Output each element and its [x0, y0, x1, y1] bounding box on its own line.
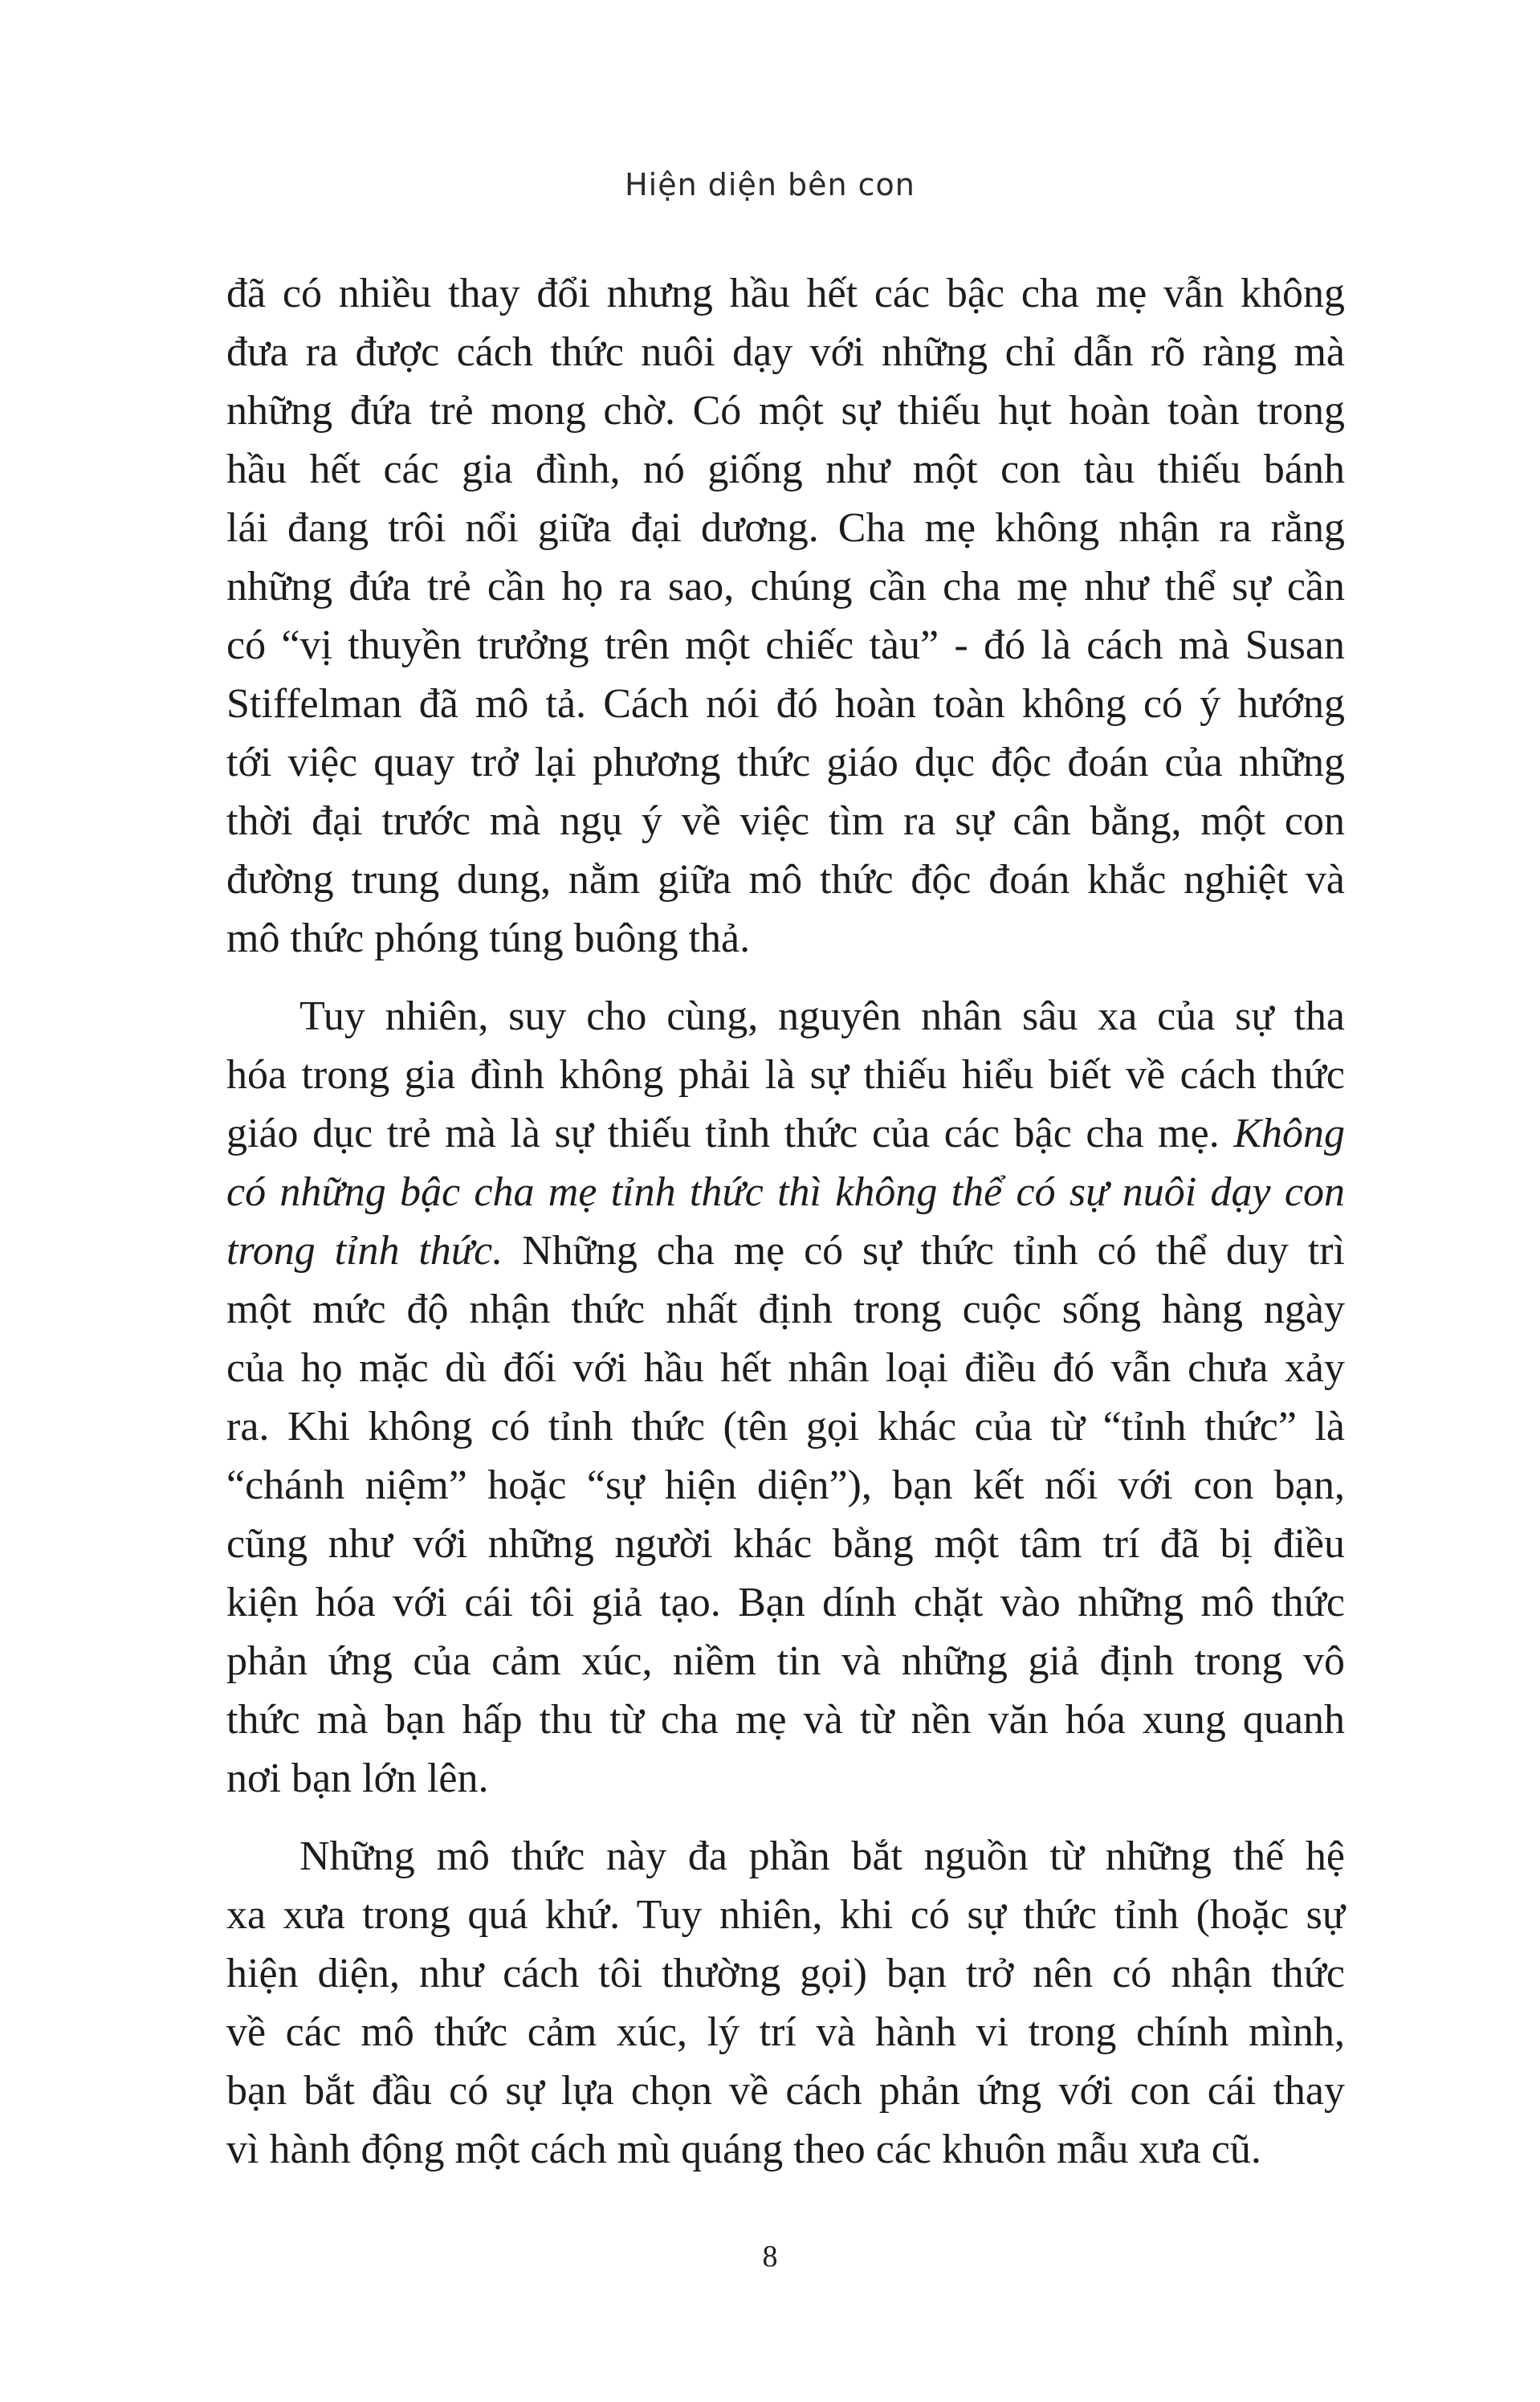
text-line: [226, 1886, 1345, 1944]
text-run: kiện hóa với cái tôi giả tạo. Bạn dính chặt vào những mô thức: [226, 1580, 1345, 1625]
text-line: [226, 1163, 1345, 1221]
line-content: [226, 2068, 1345, 2114]
text-line: [226, 2120, 1345, 2179]
text-run: hóa trong gia đình không phải là sự thiếu hiểu biết về cách thức: [226, 1052, 1345, 1098]
line-content: [226, 798, 1345, 844]
text-run: hầu hết các gia đình, nó giống như một con tàu thiếu bánh: [226, 447, 1345, 492]
text-line: [226, 733, 1345, 792]
line-content: [226, 1638, 1345, 1684]
line-content: [226, 388, 1345, 434]
text-run: thức mà bạn hấp thu từ cha mẹ và từ nền văn hóa xung quanh: [226, 1697, 1345, 1743]
text-line: [226, 1690, 1345, 1749]
line-content: [226, 740, 1345, 785]
text-run: giáo dục trẻ mà là sự thiếu tỉnh thức của các bậc cha mẹ.: [226, 1111, 1234, 1156]
line-content: [226, 2009, 1345, 2055]
line-content: [226, 1521, 1345, 1567]
text-line: [226, 616, 1345, 675]
text-line: [226, 2061, 1345, 2120]
line-content: [226, 681, 1345, 727]
line-content: [226, 1052, 1345, 1098]
line-content: [226, 564, 1345, 610]
text-line: [226, 1515, 1345, 1573]
line-content: [299, 993, 1345, 1039]
line-content: [226, 1580, 1345, 1625]
text-line: [226, 264, 1345, 323]
line-content: [226, 1892, 1345, 1938]
text-line: [226, 1632, 1345, 1690]
line-content: [226, 1287, 1345, 1332]
text-run: vì hành động một cách mù quáng theo các khuôn mẫu xưa cũ.: [226, 2127, 1261, 2172]
text-run: đưa ra được cách thức nuôi dạy với những chỉ dẫn rõ ràng mà: [226, 329, 1345, 375]
text-run: một mức độ nhận thức nhất định trong cuộc sống hàng ngày: [226, 1287, 1345, 1332]
text-line: [226, 1104, 1345, 1163]
text-run: thời đại trước mà ngụ ý về việc tìm ra sự cân bằng, một con: [226, 798, 1345, 844]
text-run: những đứa trẻ mong chờ. Có một sự thiếu hụt hoàn toàn trong: [226, 388, 1345, 434]
text-line: [226, 1280, 1345, 1339]
line-content: [226, 1345, 1345, 1391]
text-line: [226, 499, 1345, 557]
text-line: [226, 323, 1345, 381]
text-run: những đứa trẻ cần họ ra sao, chúng cần cha mẹ như thể sự cần: [226, 564, 1345, 610]
text-run: cũng như với những người khác bằng một tâm trí đã bị điều: [226, 1521, 1345, 1567]
text-line: [226, 1339, 1345, 1397]
text-line: [226, 1046, 1345, 1104]
text-line: [226, 557, 1345, 616]
text-run: “chánh niệm” hoặc “sự hiện diện”), bạn kết nối với con bạn,: [226, 1462, 1345, 1508]
text-line: [299, 1827, 1345, 1886]
line-content: [226, 1228, 1345, 1274]
line-content: [226, 329, 1345, 375]
line-content: [299, 1833, 1345, 1879]
italic-text: Không: [1233, 1111, 1345, 1156]
line-content: [226, 447, 1345, 492]
running-header: Hiện diện bên con: [625, 167, 915, 202]
text-run: Những mô thức này đa phần bắt nguồn từ những thế hệ: [299, 1833, 1345, 1879]
text-line: [226, 1573, 1345, 1632]
line-content: [226, 271, 1345, 316]
text-run: nơi bạn lớn lên.: [226, 1756, 489, 1801]
text-run: có “vị thuyền trưởng trên một chiếc tàu” - đó là cách mà Susan: [226, 622, 1345, 668]
line-content: [226, 1111, 1345, 1156]
text-line: [226, 909, 1345, 968]
line-content: [226, 1169, 1345, 1215]
line-content: [226, 1697, 1345, 1743]
text-line: [226, 2003, 1345, 2061]
text-run: tới việc quay trở lại phương thức giáo dục độc đoán của những: [226, 740, 1345, 785]
text-run: mô thức phóng túng buông thả.: [226, 916, 751, 961]
text-run: Stiffelman đã mô tả. Cách nói đó hoàn toàn không có ý hướng: [226, 681, 1345, 727]
text-run: của họ mặc dù đối với hầu hết nhân loại điều đó vẫn chưa xảy: [226, 1345, 1345, 1391]
text-run: bạn bắt đầu có sự lựa chọn về cách phản ứng với con cái thay: [226, 2068, 1345, 2114]
text-line: [226, 440, 1345, 499]
text-run: phản ứng của cảm xúc, niềm tin và những giả định trong vô: [226, 1638, 1345, 1684]
text-line: [226, 675, 1345, 733]
line-content: [226, 1462, 1345, 1508]
text-run: hiện diện, như cách tôi thường gọi) bạn trở nên có nhận thức: [226, 1951, 1345, 1996]
line-content: [226, 1951, 1345, 1996]
line-content: [226, 1404, 1345, 1450]
text-line: [226, 1221, 1345, 1280]
italic-text: trong tỉnh thức.: [226, 1228, 503, 1274]
text-run: đã có nhiều thay đổi nhưng hầu hết các bậc cha mẹ vẫn không: [226, 271, 1345, 316]
page-number: 8: [762, 2240, 778, 2274]
line-content: [226, 857, 1345, 903]
text-line: [226, 850, 1345, 909]
text-run: Những cha mẹ có sự thức tỉnh có thể duy trì: [503, 1228, 1345, 1274]
text-run: về các mô thức cảm xúc, lý trí và hành vi trong chính mình,: [226, 2009, 1345, 2055]
text-line: [226, 1456, 1345, 1515]
text-run: Tuy nhiên, suy cho cùng, nguyên nhân sâu xa của sự tha: [299, 993, 1345, 1039]
text-run: lái đang trôi nổi giữa đại dương. Cha mẹ không nhận ra rằng: [226, 505, 1345, 551]
text-line: [226, 1944, 1345, 2003]
line-content: [226, 505, 1345, 551]
text-line: [226, 381, 1345, 440]
text-line: [226, 1749, 1345, 1808]
text-run: đường trung dung, nằm giữa mô thức độc đoán khắc nghiệt và: [226, 857, 1345, 903]
text-run: xa xưa trong quá khứ. Tuy nhiên, khi có sự thức tỉnh (hoặc sự: [226, 1892, 1345, 1938]
line-content: [226, 622, 1345, 668]
text-run: ra. Khi không có tỉnh thức (tên gọi khác của từ “tỉnh thức” là: [226, 1404, 1345, 1450]
text-line: [226, 792, 1345, 850]
italic-text: có những bậc cha mẹ tỉnh thức thì không thể có sự nuôi dạy con: [226, 1169, 1345, 1215]
text-line: [226, 1397, 1345, 1456]
text-line: [299, 987, 1345, 1046]
